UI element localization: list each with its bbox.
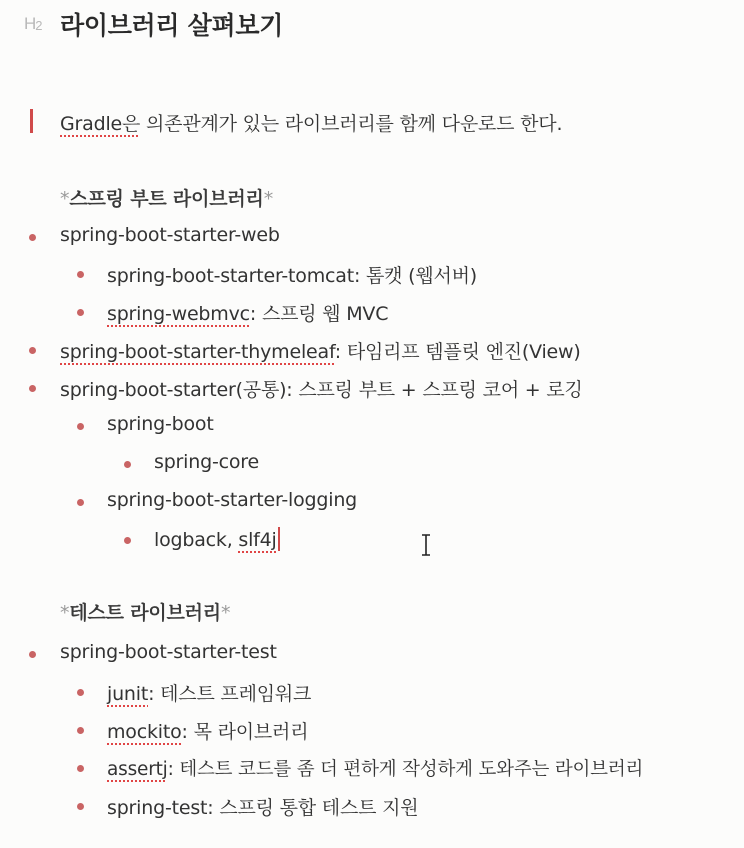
list-item[interactable]: spring-boot bbox=[107, 413, 214, 435]
section-title-spring-boot[interactable]: *스프링 부트 라이브러리* bbox=[60, 188, 273, 210]
list-item[interactable]: spring-webmvc: 스프링 웹 MVC bbox=[107, 303, 389, 325]
list-bullet bbox=[29, 347, 36, 354]
list-item[interactable]: spring-boot-starter(공통): 스프링 부트 + 스프링 코어 + 로깅 bbox=[60, 379, 583, 401]
list-bullet bbox=[124, 461, 131, 468]
list-bullet bbox=[29, 234, 36, 241]
list-bullet bbox=[29, 651, 36, 658]
list-item[interactable]: logback, slf4j bbox=[154, 527, 280, 551]
list-bullet bbox=[77, 765, 84, 772]
list-bullet bbox=[77, 727, 84, 734]
blockquote-text[interactable]: Gradle은 의존관계가 있는 라이브러리를 함께 다운로드 한다. bbox=[60, 113, 563, 135]
list-item[interactable]: assertj: 테스트 코드를 좀 더 편하게 작성하게 도와주는 라이브러리 bbox=[107, 759, 644, 780]
list-item[interactable]: spring-boot-starter-thymeleaf: 타임리프 템플릿 엔진(View) bbox=[60, 341, 581, 363]
list-bullet bbox=[77, 423, 84, 430]
list-item[interactable]: spring-test: 스프링 통합 테스트 지원 bbox=[107, 797, 419, 819]
list-item[interactable]: spring-boot-starter-tomcat: 톰캣 (웹서버) bbox=[107, 265, 478, 287]
list-item[interactable]: spring-boot-starter-test bbox=[60, 641, 277, 663]
list-bullet bbox=[77, 689, 84, 696]
list-bullet bbox=[77, 271, 84, 278]
list-item[interactable]: spring-core bbox=[154, 451, 259, 473]
ibeam-cursor-icon bbox=[420, 534, 432, 556]
list-item[interactable]: spring-boot-starter-logging bbox=[107, 489, 358, 511]
list-bullet bbox=[77, 309, 84, 316]
blockquote-bar bbox=[30, 109, 33, 133]
list-bullet bbox=[124, 537, 131, 544]
heading-level-marker: $H_2$ bbox=[24, 14, 42, 33]
page-title[interactable]: 라이브러리 살펴보기 bbox=[60, 11, 284, 40]
list-item[interactable]: spring-boot-starter-web bbox=[60, 224, 280, 246]
text-cursor bbox=[278, 527, 280, 551]
section-title-test[interactable]: *테스트 라이브러리* bbox=[60, 602, 231, 624]
list-bullet bbox=[29, 385, 36, 392]
list-item[interactable]: junit: 테스트 프레임워크 bbox=[107, 683, 312, 705]
list-bullet bbox=[77, 499, 84, 506]
list-item[interactable]: mockito: 목 라이브러리 bbox=[107, 721, 309, 743]
list-bullet bbox=[77, 803, 84, 810]
